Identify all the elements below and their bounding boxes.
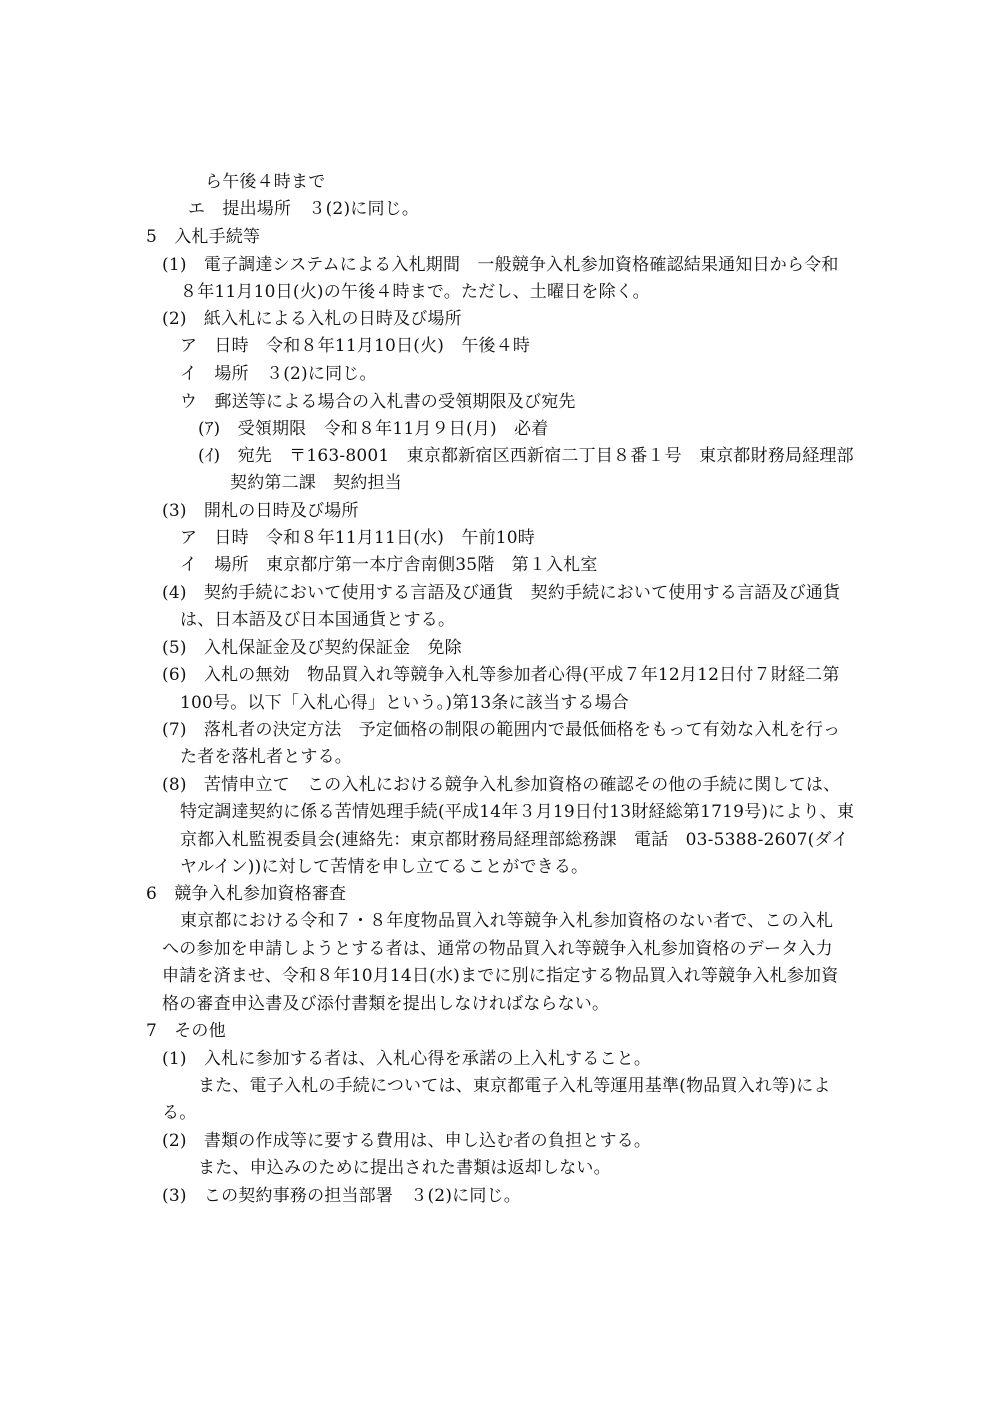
text-line: は、日本語及び日本国通貨とする。: [180, 610, 456, 630]
text-line: 100号。以下「入札心得」という。)第13条に該当する場合: [180, 693, 630, 713]
text-line: (8) 苦情申立て この入札における競争入札参加資格の確認その他の手続に関しては、: [162, 775, 841, 795]
text-line: 京都入札監視委員会(連絡先：東京都財務局経理部総務課 電話 03-5388-2607(ダイ: [180, 830, 849, 850]
text-line: (5) 入札保証金及び契約保証金 免除: [162, 638, 462, 658]
text-line: 格の審査申込書及び添付書類を提出しなければならない。: [162, 994, 610, 1014]
section-heading: 7 その他: [146, 1021, 226, 1041]
text-line: (1) 電子調達システムによる入札期間 一般競争入札参加資格確認結果通知日から令和: [162, 255, 839, 275]
text-line: 契約第二課 契約担当: [230, 473, 402, 493]
text-line: (ｲ) 宛先 〒163-8001 東京都新宿区西新宿二丁目８番１号 東京都財務局経理部: [198, 446, 854, 466]
text-line: イ 場所 東京都庁第一本庁舎南側35階 第１入札室: [180, 555, 598, 575]
text-line: (2) 紙入札による入札の日時及び場所: [162, 309, 462, 329]
text-line: (7) 落札者の決定方法 予定価格の制限の範囲内で最低価格をもって有効な入札を行っ: [162, 720, 841, 740]
text-line: (6) 入札の無効 物品買入れ等競争入札等参加者心得(平成７年12月12日付７財経二第: [162, 665, 840, 685]
text-line: 東京都における令和７・８年度物品買入れ等競争入札参加資格のない者で、この入札: [180, 911, 834, 931]
section-heading: 6 競争入札参加資格審査: [146, 884, 347, 904]
text-line: る。: [162, 1103, 197, 1123]
text-line: 特定調達契約に係る苦情処理手続(平成14年３月19日付13財経総第1719号)により、東: [180, 802, 855, 822]
text-line: への参加を申請しようとする者は、通常の物品買入れ等競争入札参加資格のデータ入力: [162, 939, 833, 959]
text-line: (1) 入札に参加する者は、入札心得を承諾の上入札すること。: [162, 1049, 652, 1069]
text-line: ８年11月10日(火)の午後４時まで。ただし、土曜日を除く。: [180, 282, 650, 302]
text-line: また、電子入札の手続については、東京都電子入札等運用基準(物品買入れ等)によ: [198, 1076, 831, 1096]
text-line: ヤルイン))に対して苦情を申し立てることができる。: [180, 857, 589, 877]
text-line: (3) 開札の日時及び場所: [162, 501, 359, 521]
text-line: (4) 契約手続において使用する言語及び通貨 契約手続において使用する言語及び通貨: [162, 583, 841, 603]
text-line: ウ 郵送等による場合の入札書の受領期限及び宛先: [180, 392, 576, 412]
text-line: ア 日時 令和８年11月11日(水) 午前10時: [180, 528, 535, 548]
text-line: (ｱ) 受領期限 令和８年11月９日(月) 必着: [198, 419, 549, 439]
text-line: イ 場所 ３(2)に同じ。: [180, 364, 377, 384]
text-line: また、申込みのために提出された書類は返却しない。: [198, 1158, 611, 1178]
text-line: ら午後４時まで: [205, 172, 326, 192]
text-line: ア 日時 令和８年11月10日(火) 午後４時: [180, 336, 531, 356]
text-line: (2) 書類の作成等に要する費用は、申し込む者の負担とする。: [162, 1131, 652, 1151]
text-line: (3) この契約事務の担当部署 ３(2)に同じ。: [162, 1186, 521, 1206]
section-heading: 5 入札手続等: [146, 227, 261, 247]
text-line: 申請を済ませ、令和８年10月14日(水)までに別に指定する物品買入れ等競争入札参加資: [162, 966, 839, 986]
text-line: た者を落札者とする。: [180, 747, 352, 767]
text-line: エ 提出場所 ３(2)に同じ。: [188, 199, 420, 219]
